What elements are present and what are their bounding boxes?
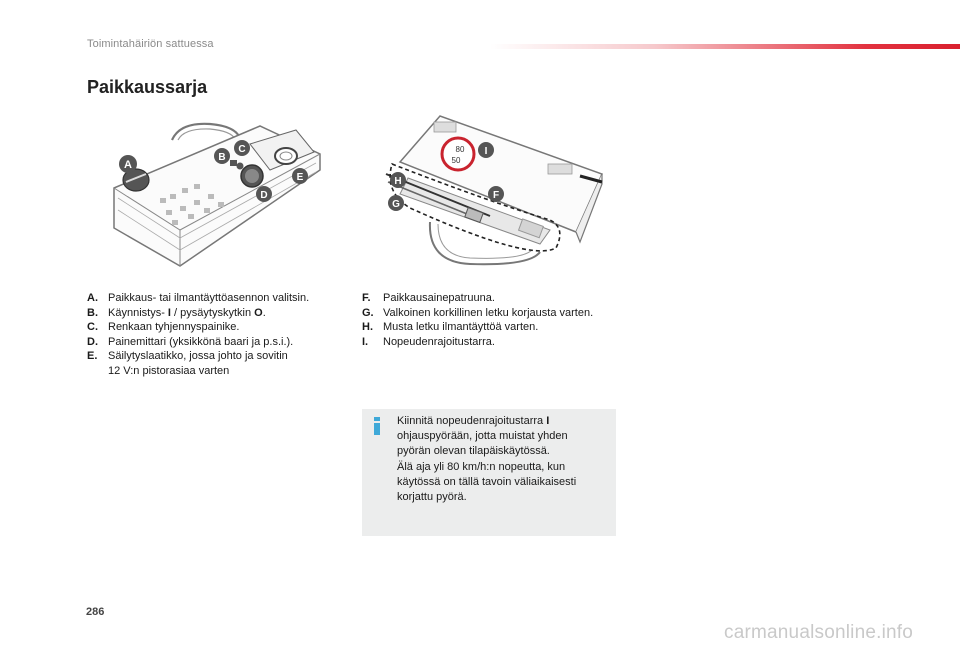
svg-text:F: F <box>492 190 500 201</box>
legend-key: I. <box>362 335 369 348</box>
legend-item-g <box>362 306 632 321</box>
legend-right <box>362 291 632 349</box>
callout-e <box>292 168 308 184</box>
legend-text: Paikkausainepatruuna. <box>383 292 495 304</box>
legend-key: D. <box>87 335 98 348</box>
sticker-80: 80 <box>455 145 465 154</box>
legend-item-c <box>87 320 347 335</box>
legend-key: B. <box>87 306 98 319</box>
legend-key: E. <box>87 350 98 363</box>
legend-item-h <box>362 320 632 335</box>
legend-key: F. <box>362 292 371 304</box>
info-line: ohjauspyörään, jotta muistat yhden <box>397 430 568 443</box>
legend-key: A. <box>87 292 98 304</box>
info-icon <box>372 417 382 435</box>
svg-text:B: B <box>218 152 226 163</box>
legend-item-e <box>87 349 347 364</box>
info-line: Älä aja yli 80 km/h:n nopeutta, kun <box>397 460 566 473</box>
callout-c <box>234 140 250 156</box>
info-text <box>397 414 607 505</box>
info-line: korjattu pyörä. <box>397 491 467 504</box>
callout-a <box>119 155 137 173</box>
kit-underside-illustration <box>380 112 605 270</box>
legend-text: Renkaan tyhjennyspainike. <box>108 321 240 334</box>
page-title: Paikkaussarja <box>87 77 208 97</box>
legend-item-d <box>87 335 347 350</box>
callout-d <box>256 186 272 202</box>
legend-item-a <box>87 291 347 306</box>
legend-item-b <box>87 306 347 321</box>
legend-text: Musta letku ilmantäyttöä varten. <box>383 321 539 334</box>
svg-text:H: H <box>394 176 402 187</box>
info-line: Kiinnitä nopeudenrajoitustarra I <box>397 415 550 427</box>
legend-text: Valkoinen korkillinen letku korjausta varten. <box>383 306 594 319</box>
legend-continuation: 12 V:n pistorasiaa varten <box>108 364 230 377</box>
legend-key: G. <box>362 306 374 319</box>
callout-b <box>214 148 230 164</box>
legend-text: Painemittari (yksikkönä baari ja p.s.i.). <box>108 335 294 348</box>
info-box <box>362 409 616 536</box>
legend-item-i <box>362 335 632 350</box>
svg-text:A: A <box>124 159 132 171</box>
svg-text:G: G <box>392 199 400 210</box>
legend-text: Nopeudenrajoitustarra. <box>383 335 495 348</box>
page-number: 286 <box>86 606 105 618</box>
callout-i <box>478 142 494 158</box>
callout-f <box>488 186 504 202</box>
section-header: Toimintahäiriön sattuessa <box>87 38 214 50</box>
sticker-50: 50 <box>451 156 461 165</box>
legend-text: Paikkaus- tai ilmantäyttöasennon valitsin. <box>108 292 310 304</box>
svg-text:C: C <box>238 144 246 155</box>
legend-text: Säilytyslaatikko, jossa johto ja sovitin <box>108 350 288 363</box>
info-line: pyörän olevan tilapäiskäytössä. <box>397 445 550 458</box>
legend-text: Käynnistys- I / pysäytyskytkin O. <box>108 306 266 319</box>
legend-left <box>87 291 347 379</box>
callout-g <box>388 195 404 211</box>
legend-key: C. <box>87 321 98 334</box>
svg-text:D: D <box>260 190 268 201</box>
info-line: käytössä on tällä tavoin väliaikaisesti <box>397 475 577 488</box>
header-rule <box>490 44 960 49</box>
compressor-illustration <box>110 118 330 276</box>
watermark: carmanualsonline.info <box>724 622 914 643</box>
svg-text:E: E <box>296 172 304 183</box>
svg-text:I: I <box>484 146 488 157</box>
legend-item-f <box>362 291 632 306</box>
legend-key: H. <box>362 321 373 334</box>
callout-h <box>390 172 406 188</box>
